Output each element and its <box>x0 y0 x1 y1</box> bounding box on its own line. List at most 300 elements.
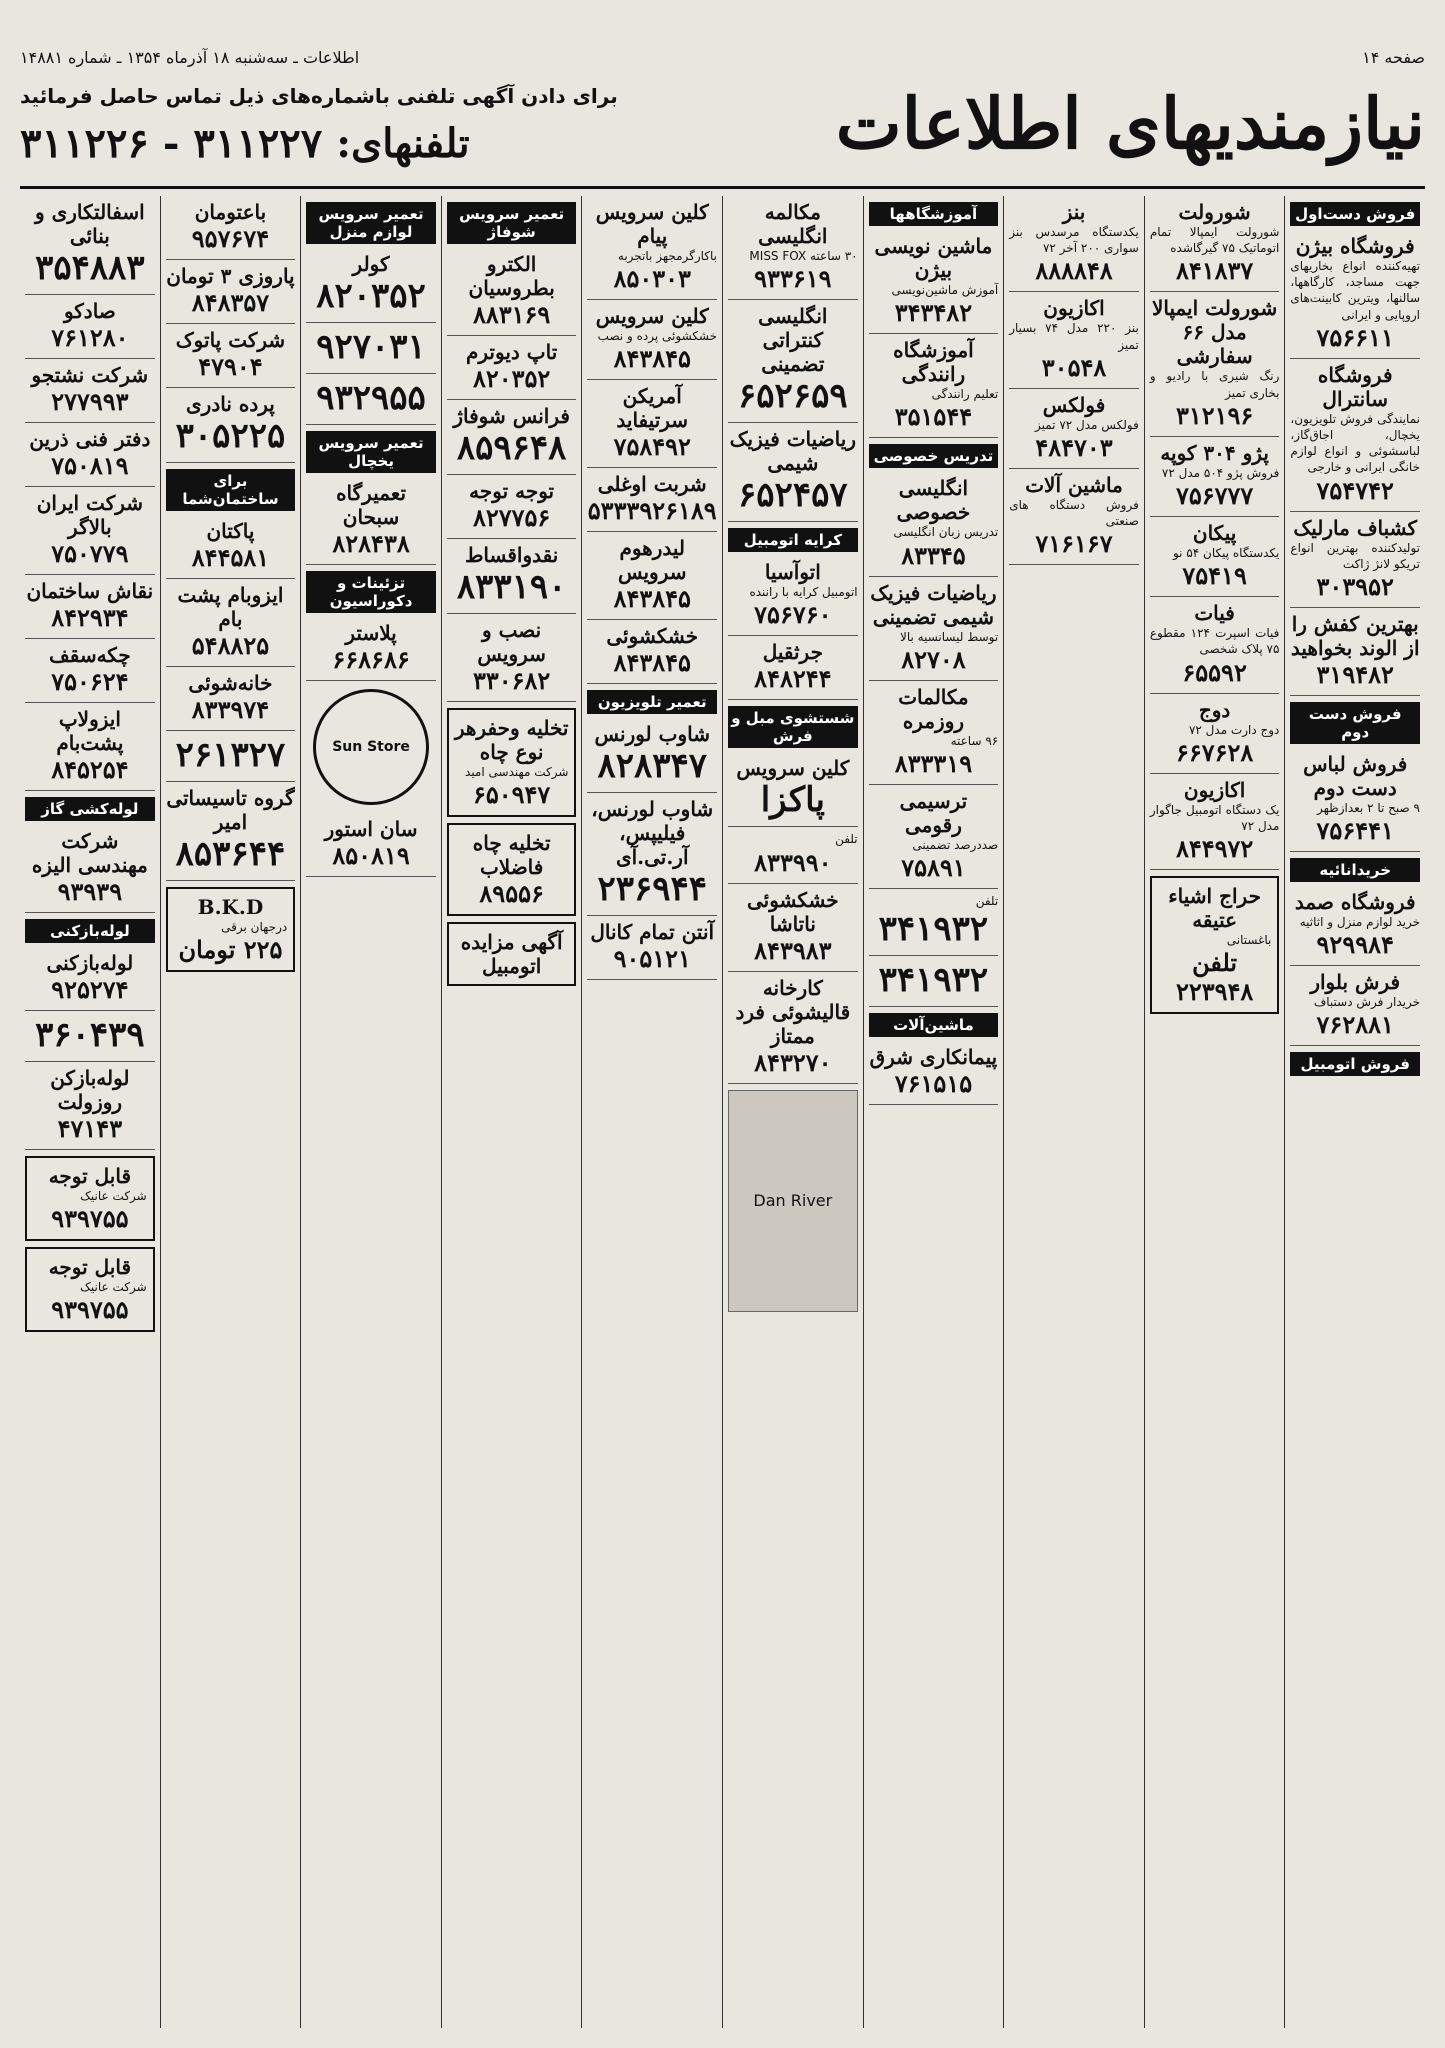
ad-title: پاروزی ۳ تومان <box>166 264 295 288</box>
classified-ad <box>1290 886 1420 966</box>
section-header: لوله‌کشی گاز <box>25 797 155 821</box>
ad-title: شرکت مهندسی الیزه <box>31 829 148 877</box>
section-header: فروش اتومبیل <box>1290 1052 1420 1076</box>
ad-title: پرده نادری <box>186 392 275 416</box>
masthead <box>20 76 1425 189</box>
classified-ad <box>25 295 155 359</box>
ad-title: مکالمه انگلیسی <box>758 200 828 248</box>
ad-phone: ۷۵۰۸۱۹ <box>51 451 129 480</box>
ad-phone: ۹۲۷۰۳۱ <box>316 327 426 367</box>
ad-phone: ۸۴۴۹۷۲ <box>1175 834 1254 864</box>
classified-ad <box>447 475 577 539</box>
column-3 <box>1003 196 1144 2028</box>
ad-phone: ۳۰۵۴۸ <box>1041 352 1107 382</box>
ad-phone: ۲۷۷۹۹۳ <box>51 387 129 416</box>
ad-body: ۳۰ ساعته MISS FOX <box>749 249 858 263</box>
boxed-advertisement <box>447 922 577 986</box>
classified-ad <box>1290 608 1420 696</box>
ad-phone: ۸۴۵۲۵۴ <box>51 755 129 784</box>
ad-title: آنتن تمام کانال <box>590 920 715 945</box>
ad-phone: ۷۵۶۷۶۰ <box>754 600 832 630</box>
ad-title: انگلیسی کنتراتی تضمینی <box>758 304 828 377</box>
ad-body: یکدستگاه مرسدس بنز سواری ۲۰۰ آخر ۷۲ <box>1009 225 1139 256</box>
ad-title: الکترو بطروسیان <box>468 252 555 300</box>
ad-title: شربت اوغلی <box>597 472 707 497</box>
ad-phone: ۳۱۹۴۸۲ <box>1316 659 1394 689</box>
section-header: تعمیر سرویس لوازم منزل <box>306 202 436 244</box>
classified-ad <box>25 639 155 703</box>
ad-title: فروشگاه صمد <box>1294 890 1416 915</box>
classified-ad <box>587 793 717 916</box>
ad-phone: ۸۳۳۴۵ <box>901 540 966 570</box>
ad-title: ترسیمی رقومی <box>899 788 968 837</box>
ad-phone: ۸۳۳۱۹۰ <box>456 567 567 607</box>
classified-ad <box>1009 389 1139 469</box>
classified-ad <box>587 718 717 793</box>
classified-ad <box>728 196 858 300</box>
classified-ad <box>1009 196 1139 292</box>
ad-phone: ۳۶۰۴۳۹ <box>35 1015 145 1055</box>
column-6 <box>581 196 722 2028</box>
ad-phone: ۹۳۹۷۵۵ <box>51 1204 129 1234</box>
classified-ad <box>1290 359 1420 512</box>
section-header: تعمیر سرویس شوفاژ <box>447 202 577 244</box>
ad-phone: ۸۲۷۰۸ <box>901 644 966 674</box>
ad-title: ریاضیات فیزیک شیمی تضمینی <box>870 580 997 629</box>
ad-phone: پاکزا <box>760 780 825 821</box>
ad-title: فرانس شوفاژ <box>453 404 570 428</box>
classified-ad <box>728 972 858 1084</box>
ad-phone: ۶۵۲۶۵۹ <box>738 376 848 417</box>
classified-ad <box>728 884 858 972</box>
classified-ad <box>587 468 717 532</box>
ad-title: تاپ دیوترم <box>466 340 558 364</box>
ad-phone: ۸۲۸۴۳۸ <box>332 529 410 558</box>
ad-body: اتومبیل کرایه با راننده <box>749 585 858 600</box>
ad-body: ۹ صبح تا ۲ بعدازظهر <box>1317 800 1420 815</box>
column-1 <box>1284 196 1425 2028</box>
ad-phone: ۷۵۸۹۱ <box>901 853 966 883</box>
ad-title: آموزشگاه رانندگی <box>893 338 974 387</box>
ad-title: فروش لباس دست دوم <box>1303 751 1408 800</box>
ad-body: خشکشوئی پرده و نصب <box>597 329 718 344</box>
ad-title: پلاستر <box>345 621 397 645</box>
ad-phone: ۹۵۷۶۷۴ <box>191 224 270 253</box>
ad-title: شرکت نشتجو <box>31 363 149 387</box>
page-number: صفحه ۱۴ <box>1362 48 1425 67</box>
ad-title: کلین سرویس <box>736 756 850 781</box>
ad-body: شرکت مهندسی امید <box>465 765 569 779</box>
classified-ad <box>25 1062 155 1150</box>
column-7 <box>441 196 582 2028</box>
boxed-advertisement <box>25 1247 155 1332</box>
ad-title: نصب و سرویس <box>477 618 546 666</box>
classified-ad <box>25 423 155 487</box>
ad-phone: ۲۲۵ تومان <box>178 935 283 965</box>
ad-title: فولکس <box>1042 392 1106 417</box>
classified-ad <box>587 196 717 300</box>
image-caption: Dan River <box>753 1191 833 1211</box>
ad-title: انگلیسی خصوصی <box>896 476 971 525</box>
ad-body: دوج دارت مدل ۷۲ <box>1188 722 1280 737</box>
ad-title: B.K.D <box>197 895 264 919</box>
ad-instructions: برای دادن آگهی تلفنی باشماره‌های ذیل تماس حاصل فرمائید <box>20 84 618 108</box>
ad-phone: ۸۲۸۳۴۷ <box>597 746 708 787</box>
ad-title: خشکشوئی ناتاشا <box>746 887 839 936</box>
page-title: نیازمندیهای اطلاعات <box>835 82 1425 165</box>
classified-ad <box>25 487 155 575</box>
ad-phone: ۷۵۸۴۹۲ <box>613 432 691 462</box>
ad-title: شاوب لورنس، فیلیپس، آر.تی.آی <box>591 797 714 870</box>
column-4 <box>863 196 1004 2028</box>
ad-phone: ۷۵۰۷۷۹ <box>51 539 129 568</box>
section-header: تزئینات و دکوراسیون <box>306 571 436 613</box>
ad-title: صادکو <box>63 299 116 323</box>
ad-phone: ۲۳۶۹۴۴ <box>597 869 708 910</box>
classified-ad <box>869 681 999 785</box>
advertisement-image <box>728 1090 858 1312</box>
ad-body: فولکس مدل ۷۲ تمیز <box>1034 417 1139 432</box>
ad-title: پیکان <box>1192 520 1237 545</box>
ad-title: پژو ۳۰۴ کوپه <box>1160 440 1269 465</box>
classified-ad <box>25 575 155 639</box>
classified-ad <box>1290 748 1420 852</box>
ad-body: یکدستگاه پیکان ۵۴ نو <box>1172 545 1280 560</box>
ad-body: باکارگرمجهز باتجربه <box>617 249 718 263</box>
classified-ad <box>728 636 858 700</box>
ad-title: اکازیون <box>1183 777 1246 802</box>
ad-phone: ۴۷۹۰۴ <box>198 352 263 381</box>
classified-ad <box>1150 774 1280 870</box>
ad-title: کلین سرویس <box>595 304 709 329</box>
classified-ad <box>1150 517 1280 597</box>
classified-ad <box>447 336 577 400</box>
ad-phone: ۸۴۳۸۴۵ <box>613 648 691 678</box>
classified-ad <box>1290 230 1420 359</box>
ad-body: شرکت عانیک <box>80 1189 147 1203</box>
classified-ad <box>25 196 155 295</box>
ad-title: ایزوبام پشت بام <box>177 583 284 631</box>
ad-body: یک دستگاه اتومبیل جاگوار مدل ۷۲ <box>1149 802 1280 833</box>
column-2 <box>1144 196 1285 2028</box>
classified-ad <box>1150 694 1280 774</box>
ad-title: سان استور <box>324 817 418 841</box>
ad-phone: ۴۷۱۴۳ <box>57 1114 123 1143</box>
ad-body: رنگ شیری با رادیو و بخاری تمیز <box>1149 369 1280 400</box>
ad-phone: ۸۲۷۷۵۶ <box>472 503 551 532</box>
classified-ad <box>306 248 436 323</box>
ad-title: جرثقیل <box>762 640 823 665</box>
ad-phone: ۹۰۵۱۲۱ <box>613 944 691 974</box>
section-header: خریدانائیه <box>1290 858 1420 882</box>
ad-phone: ۳۳۰۶۸۲ <box>472 666 551 695</box>
ad-title: آگهی مزایده اتومبیل <box>460 930 563 979</box>
ad-title: کلین سرویس پیام <box>595 200 709 248</box>
ad-body: تولیدکننده بهترین انواع تریکو لانژ ژاکت <box>1290 540 1420 571</box>
ad-title: لوله‌بازکنی <box>46 951 134 975</box>
classified-ad <box>25 947 155 1011</box>
ad-phone: ۳۴۱۹۳۲ <box>878 909 989 950</box>
ad-phone: ۳۱۲۱۹۶ <box>1175 400 1254 430</box>
ad-phone: ۹۳۹۷۵۵ <box>51 1295 129 1325</box>
ad-phone: ۸۵۹۶۴۸ <box>456 428 567 468</box>
classified-ad <box>728 827 858 883</box>
classified-ad <box>1290 966 1420 1046</box>
ad-title: فیات <box>1194 601 1235 626</box>
column-8 <box>300 196 441 2028</box>
ad-body: نمایندگی فروش تلویزیون، یخچال، اجاق‌گاز، لباسشوئی و انواع لوازم خانگی ایرانی و خارجی <box>1290 411 1420 475</box>
ad-phone: ۶۵۵۹۲ <box>1182 657 1247 687</box>
ad-title: مکالمات روزمره <box>898 684 969 733</box>
column-10 <box>20 196 160 2028</box>
section-header: ماشین‌آلات <box>869 1013 999 1037</box>
ad-body: تلفن <box>975 894 999 909</box>
ad-body: آموزش ماشین‌نویسی <box>891 283 999 297</box>
ad-phone: ۶۵۲۴۵۷ <box>738 475 848 516</box>
ad-phone: ۹۳۳۶۱۹ <box>754 264 832 294</box>
ad-title: گروه تاسیساتی امیر <box>166 786 295 834</box>
ad-phone: ۳۰۳۹۵۲ <box>1316 571 1394 601</box>
ad-phone: ۸۴۸۳۵۷ <box>191 288 270 317</box>
ad-phone: ۹۳۲۹۵۵ <box>316 378 426 418</box>
ad-phone: ۷۶۱۲۸۰ <box>51 323 129 352</box>
ad-title: خانه‌شوئی <box>188 671 273 695</box>
classified-ad <box>25 359 155 423</box>
ad-phone: ۷۵۴۱۹ <box>1182 561 1247 591</box>
boxed-advertisement <box>447 823 577 916</box>
classified-ad <box>25 703 155 791</box>
classified-ad <box>306 374 436 425</box>
classified-ad <box>1009 292 1139 388</box>
classified-ad <box>1150 292 1280 436</box>
store-logo: Sun Store <box>313 689 429 805</box>
boxed-advertisement <box>25 1156 155 1241</box>
ad-title: آمریکن سرتیفاید <box>616 384 689 433</box>
classified-ad <box>1290 512 1420 608</box>
ad-title: دوج <box>1198 697 1231 722</box>
classified-ad <box>447 539 577 614</box>
classified-ad <box>869 472 999 576</box>
ad-phone: ۲۶۱۳۲۷ <box>175 735 286 775</box>
ad-phone: ۴۸۴۷۰۳ <box>1035 432 1113 462</box>
classified-ad <box>728 556 858 636</box>
ad-title: تعمیرگاه سبحان <box>336 481 407 529</box>
ad-phone: ۸۳۳۹۷۴ <box>191 695 270 724</box>
ad-title: فرش بلوار <box>1310 970 1401 995</box>
ad-title: حراج اشیاء عتیقه <box>1168 884 1261 933</box>
ad-phone: ۸۵۰۸۱۹ <box>332 841 410 870</box>
section-header: کرایه اتومبیل <box>728 528 858 552</box>
boxed-advertisement <box>1150 876 1280 1014</box>
ad-title: اتوآسیا <box>764 560 821 585</box>
classified-ad <box>166 579 296 667</box>
ad-title: پیمانکاری شرق <box>869 1045 998 1070</box>
ad-title: توجه توجه <box>469 479 555 503</box>
ad-title: تخلیه چاه فاضلاب <box>472 831 551 880</box>
classified-ad <box>1150 437 1280 517</box>
column-5 <box>722 196 863 2028</box>
classified-ad <box>869 1041 999 1105</box>
classified-ad <box>587 380 717 468</box>
classified-ad <box>869 334 999 438</box>
ad-phone: ۳۴۳۴۸۲ <box>894 298 973 328</box>
ad-title: شرکت پاتوک <box>175 328 286 352</box>
ad-body: تدریس زبان انگلیسی <box>893 525 999 540</box>
ad-body: بنز ۲۲۰ مدل ۷۴ بسیار تمیز <box>1009 321 1139 352</box>
ad-phone: ۸۳۳۹۹۰ <box>754 847 832 877</box>
ad-title: نقاش ساختمان <box>26 579 154 603</box>
ad-body: فروش پژو ۵۰۴ مدل ۷۲ <box>1161 465 1280 480</box>
section-header: تعمیر سرویس یخچال <box>306 431 436 473</box>
ad-title: فروشگاه بیژن <box>1295 234 1415 258</box>
ad-phone: ۳۵۱۵۴۴ <box>894 402 973 432</box>
ad-title: چکه‌سقف <box>49 643 131 667</box>
ad-body: شورولت ایمپالا تمام اتوماتیک ۷۵ گیرگاشده <box>1149 225 1280 256</box>
ad-phone: ۸۴۲۹۳۴ <box>51 603 129 632</box>
ad-phone: ۸۴۳۹۸۳ <box>754 935 832 965</box>
classified-ad <box>306 323 436 374</box>
section-header: برای ساختمان‌شما <box>166 469 296 511</box>
classified-ad <box>306 617 436 681</box>
ad-title: شورولت <box>1178 200 1251 224</box>
ad-title: ریاضیات فیزیک شیمی <box>729 427 856 476</box>
classified-ad <box>166 515 296 579</box>
classified-ad <box>447 614 577 702</box>
ad-phone: ۶۵۰۹۴۷ <box>472 780 551 810</box>
ad-title: لوله‌بازکن روزولت <box>50 1066 130 1114</box>
ad-phone: ۷۶۱۵۱۵ <box>894 1069 973 1099</box>
ad-phone: ۸۸۳۱۶۹ <box>472 300 551 329</box>
ad-phone: ۸۸۸۸۴۸ <box>1035 256 1113 286</box>
ad-phone: ۹۳۹۳۹ <box>57 877 123 906</box>
ad-title: اکازیون <box>1043 296 1105 321</box>
ad-phone: ۸۹۵۵۶ <box>479 879 544 909</box>
ad-title: خشکشوئی <box>606 624 699 649</box>
classified-ad <box>166 731 296 782</box>
classified-ad <box>447 248 577 336</box>
classified-ad <box>166 196 296 260</box>
ad-phone: ۹۲۵۲۷۴ <box>51 975 129 1004</box>
classified-ad <box>25 825 155 913</box>
ad-title: لیدرهوم سرویس <box>617 536 687 585</box>
ad-title: قابل توجه <box>48 1255 132 1280</box>
section-header: شستشوی مبل و فرش <box>728 706 858 748</box>
ad-phone: ۸۲۰۳۵۲ <box>472 364 551 393</box>
ad-title: ماشین نویسی بیژن <box>874 234 993 282</box>
ad-body: فروش دستگاه های صنعتی <box>1009 497 1139 529</box>
classified-ad <box>728 423 858 522</box>
page-header-line <box>20 48 1425 67</box>
classified-ad <box>306 813 436 877</box>
classified-ad <box>306 477 436 565</box>
section-header: لوله‌بازکنی <box>25 919 155 943</box>
classified-columns <box>20 196 1425 2028</box>
classified-ad <box>869 785 999 889</box>
ad-title: پاکتان <box>206 519 255 543</box>
ad-phone: ۵۳۳۳۹۲۶۱۸۹ <box>587 496 717 526</box>
ad-title: تخلیه وحفرهر نوع چاه <box>454 716 569 764</box>
ad-phone: ۷۱۶۱۶۷ <box>1035 529 1113 559</box>
ad-phone: تلفن ۲۲۳۹۴۸ <box>1175 948 1254 1007</box>
classified-ad <box>587 620 717 684</box>
ad-phone: ۸۴۸۲۴۴ <box>754 664 832 694</box>
ad-phone: ۸۴۳۲۷۰ <box>754 1047 832 1077</box>
ad-title: ایزولاپ پشت‌بام <box>56 707 124 755</box>
ad-title: باعتومان <box>194 200 267 224</box>
classified-ad <box>869 889 999 956</box>
classified-ad <box>166 388 296 463</box>
ad-phone: ۷۵۴۷۴۲ <box>1316 475 1394 505</box>
ad-title: بنز <box>1062 200 1086 224</box>
classified-ad <box>166 667 296 731</box>
ad-phone: ۸۵۳۶۴۴ <box>175 834 286 874</box>
ad-body: تلفن <box>835 832 858 847</box>
ad-body: درجهان برقی <box>221 920 288 934</box>
classified-ad <box>869 577 999 681</box>
ad-phone: ۷۵۶۴۴۱ <box>1316 816 1394 846</box>
ad-title: کولر <box>352 252 390 276</box>
ad-body: خرید لوازم منزل و اثاثیه <box>1299 915 1420 930</box>
ad-phone: ۸۴۱۸۳۷ <box>1175 256 1254 286</box>
ad-phone: ۷۵۰۶۲۴ <box>51 667 129 696</box>
ad-body: توسط لیسانسیه بالا <box>900 629 999 644</box>
ad-phone: ۳۴۱۹۳۲ <box>878 960 989 1001</box>
section-header: فروش دست‌اول <box>1290 202 1420 226</box>
ad-phone: ۸۵۰۳۰۳ <box>613 264 691 294</box>
ad-title: فروشگاه سانترال <box>1317 362 1393 411</box>
classified-ad <box>1150 597 1280 693</box>
classified-ad <box>587 916 717 980</box>
classified-ad <box>166 782 296 881</box>
classified-ad <box>447 400 577 475</box>
ad-body: فیات اسپرت ۱۲۴ مقطوع ۷۵ پلاک شخصی <box>1149 626 1280 657</box>
ad-phone: ۶۶۷۶۲۸ <box>1175 737 1254 767</box>
ad-phone: ۷۵۶۶۱۱ <box>1316 322 1394 352</box>
boxed-advertisement <box>166 887 296 972</box>
ad-phone: ۹۲۹۹۸۴ <box>1316 930 1394 960</box>
ad-phone: ۸۳۳۳۱۹ <box>894 748 973 778</box>
boxed-advertisement <box>447 708 577 817</box>
ad-title: شاوب لورنس <box>594 722 710 747</box>
issue-info: اطلاعات ـ سه‌شنبه ۱۸ آذرماه ۱۳۵۴ ـ شماره ۱۴۸۸۱ <box>20 48 360 67</box>
ad-phone: ۷۶۲۸۸۱ <box>1316 1010 1394 1040</box>
ad-title: شرکت ایران بالاگر <box>36 491 144 539</box>
ad-phone: ۶۶۸۶۸۶ <box>332 645 410 674</box>
ad-title: بهترین کفش را از الوند بخواهید <box>1290 611 1420 660</box>
ad-phone: ۸۴۴۵۸۱ <box>191 543 270 572</box>
ad-phone: ۳۰۵۲۲۵ <box>175 416 286 456</box>
ad-title: نقدواقساط <box>464 543 559 567</box>
classified-ad <box>869 956 999 1007</box>
ad-phone: ۷۵۶۷۷۷ <box>1175 480 1254 510</box>
column-9 <box>160 196 301 2028</box>
section-header: تدریس خصوصی <box>869 444 999 468</box>
ad-body: شرکت عانیک <box>80 1280 147 1295</box>
section-header: آموزشگاهها <box>869 202 999 226</box>
ad-phone: ۸۴۳۸۴۵ <box>613 584 691 614</box>
ad-title: دفتر فنی ذرین <box>29 427 151 451</box>
classified-ad <box>1150 196 1280 292</box>
ad-title: ماشین آلات <box>1025 472 1123 497</box>
classified-ad <box>1009 469 1139 565</box>
classified-ad <box>166 324 296 388</box>
classified-ad <box>166 260 296 324</box>
ad-title: قابل توجه <box>48 1164 132 1188</box>
ad-phone: ۵۴۸۸۲۵ <box>191 631 270 660</box>
ad-title: شورولت ایمپالا مدل ۶۶ سفارشی <box>1151 296 1278 369</box>
classified-ad <box>869 230 999 334</box>
ad-title: کشباف مارلیک <box>1293 515 1418 540</box>
